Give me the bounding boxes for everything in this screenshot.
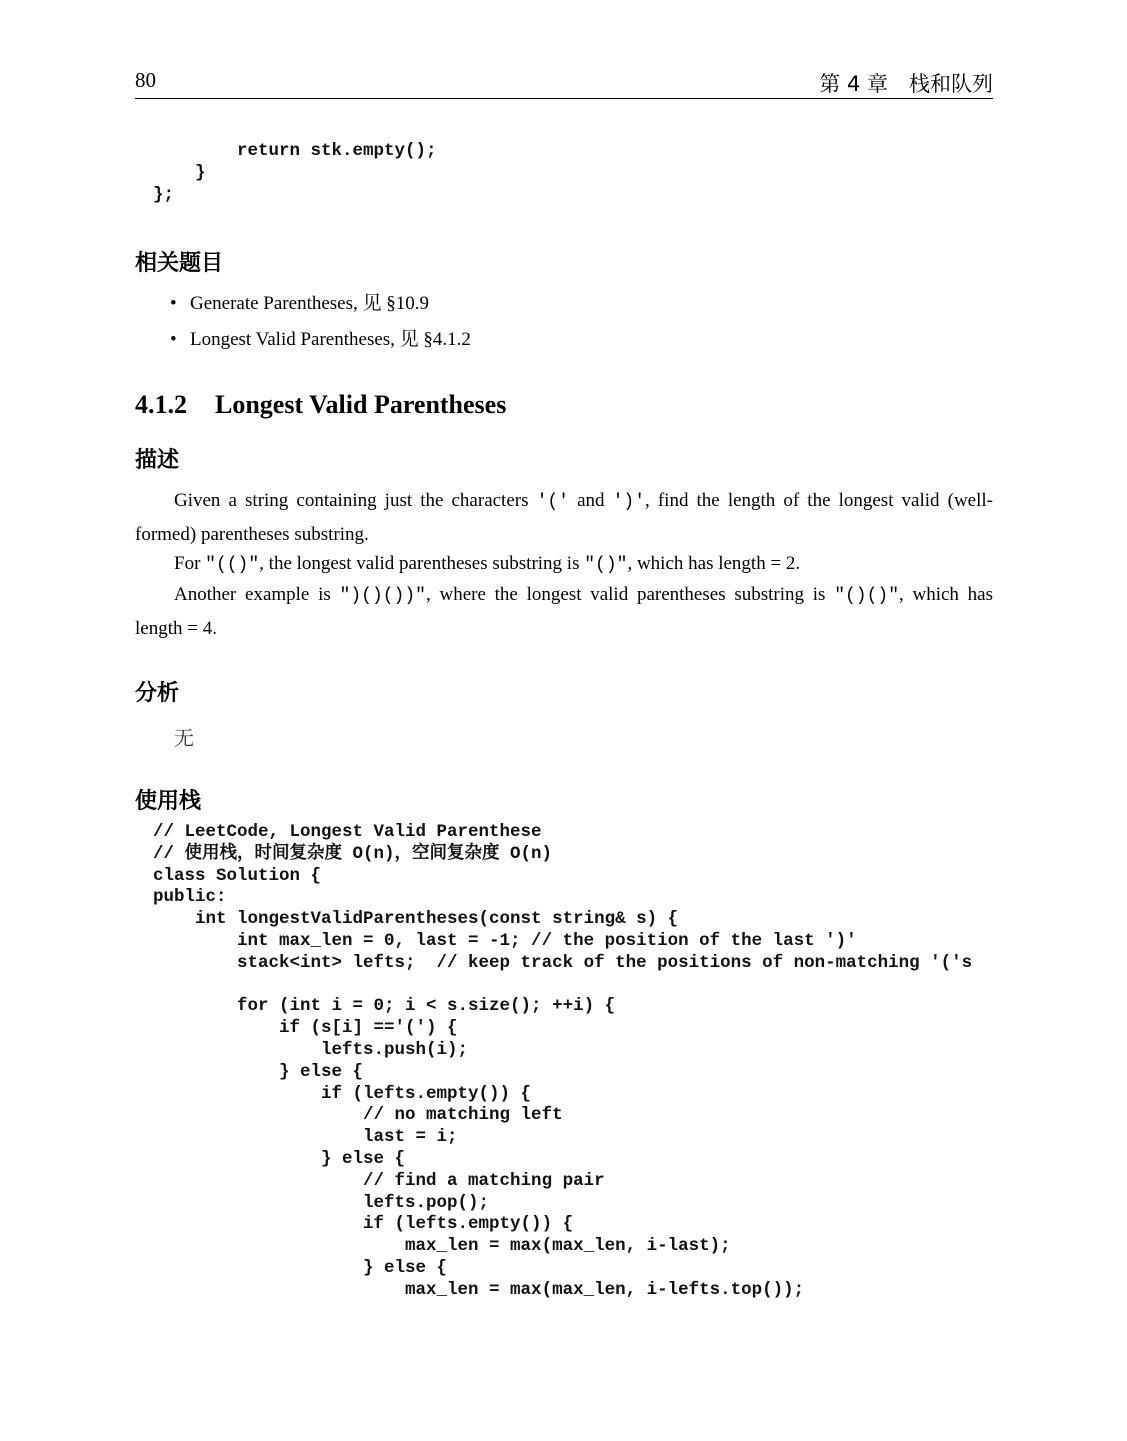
code-line: if (lefts.empty()) { — [153, 1214, 574, 1235]
code-line: int longestValidParentheses(const string& s) { — [153, 909, 679, 930]
description-paragraph-1: Given a string containing just the characters '(' and ')', find the length of the longest valid (well-formed) parentheses substring. — [135, 490, 993, 545]
description-heading: 描述 — [135, 448, 180, 473]
code-line: int max_len = 0, last = -1; // the position of the last ')' — [153, 930, 857, 951]
code-line: } else { — [153, 1061, 364, 1082]
code-line: for (int i = 0; i < s.size(); ++i) { — [153, 996, 616, 1017]
related-heading: 相关题目 — [135, 251, 224, 276]
page-number: 80 — [135, 68, 156, 92]
code-line: }; — [153, 184, 175, 205]
section-name: Longest Valid Parentheses — [215, 390, 507, 419]
chapter-title: 第 4 章 栈和队列 — [819, 72, 993, 96]
code-line: // find a matching pair — [153, 1170, 605, 1191]
code-line: // no matching left — [153, 1105, 563, 1126]
code-line: // LeetCode, Longest Valid Parenthese — [153, 822, 542, 842]
code-line: if (lefts.empty()) { — [153, 1083, 532, 1104]
code-line: } else { — [153, 1257, 448, 1278]
code-block-solution — [153, 822, 972, 1302]
code-line: max_len = max(max_len, i-last); — [153, 1236, 731, 1257]
analysis-text: 无 — [174, 726, 194, 750]
code-line: // 使用栈，时间复杂度 O(n)，空间复杂度 O(n) — [153, 843, 553, 864]
code-line: lefts.push(i); — [153, 1039, 469, 1060]
description-paragraph-3: Another example is ")()())", where the longest valid parentheses substring is "()()", which has length = 4. — [135, 584, 994, 639]
code-line — [153, 975, 972, 997]
code-block-top — [153, 141, 437, 206]
code-line: stack<int> lefts; // keep track of the positions of non-matching '('s — [153, 952, 973, 973]
stack-solution-heading: 使用栈 — [135, 789, 202, 814]
code-line: if (s[i] =='(') { — [153, 1018, 458, 1039]
code-line: return stk.empty(); — [237, 141, 437, 161]
analysis-heading: 分析 — [135, 681, 180, 706]
related-list — [170, 286, 471, 358]
section-title — [135, 390, 506, 420]
code-line: last = i; — [153, 1127, 458, 1148]
section-number: 4.1.2 — [135, 390, 187, 419]
code-line: } else { — [153, 1148, 406, 1169]
code-line: public: — [153, 887, 227, 908]
code-line: } — [195, 162, 206, 183]
code-line: lefts.pop(); — [153, 1192, 490, 1213]
code-line: max_len = max(max_len, i-lefts.top()); — [153, 1279, 805, 1300]
page-header — [135, 68, 993, 99]
list-item[interactable]: • Longest Valid Parentheses, 见 §4.1.2 — [170, 322, 471, 358]
code-line: class Solution { — [153, 865, 322, 886]
list-item[interactable]: • Generate Parentheses, 见 §10.9 — [170, 286, 471, 322]
description-paragraph-2: For "(()", the longest valid parentheses substring is "()", which has length = 2. — [174, 553, 801, 575]
